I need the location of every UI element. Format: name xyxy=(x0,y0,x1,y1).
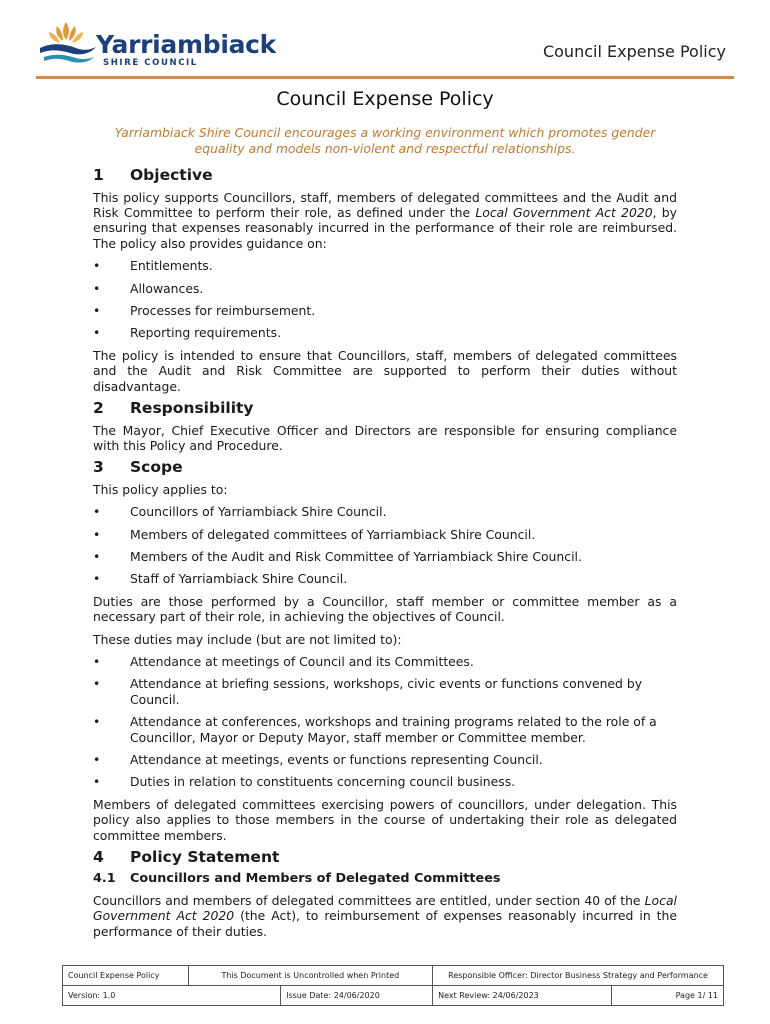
paragraph xyxy=(93,190,677,252)
list-item: • Attendance at meetings of Council and its Committees. xyxy=(93,654,677,669)
section-heading-objective xyxy=(93,168,677,183)
section-title: Scope xyxy=(130,458,183,477)
list-item: • Staff of Yarriambiack Shire Council. xyxy=(93,571,677,586)
paragraph: This policy applies to: xyxy=(93,481,228,497)
act-reference: Local Government Act 2020 xyxy=(93,892,677,924)
section-heading-scope xyxy=(93,460,677,475)
list-item: • Attendance at meetings, events or functions representing Council. xyxy=(93,752,677,767)
footer-version: Version: 1.0 xyxy=(63,986,281,1006)
section-number: 4 xyxy=(93,848,104,867)
footer-table xyxy=(62,965,724,1006)
section-number: 1 xyxy=(93,166,104,185)
header-divider xyxy=(36,76,734,79)
page-header xyxy=(0,0,770,82)
text-run: (the Act), to reimbursement of expenses reasonably incurred in the performance of their duties. xyxy=(93,908,677,939)
bullet-list xyxy=(93,504,677,587)
paragraph xyxy=(93,893,677,939)
list-item: • Entitlements. xyxy=(93,258,677,273)
section-title: Objective xyxy=(130,166,213,185)
footer-next-review: Next Review: 24/06/2023 xyxy=(433,986,611,1006)
subsection-heading xyxy=(93,871,677,886)
paragraph: The policy is intended to ensure that Councillors, staff, members of delegated committees and the Audit and Risk Committee are supported to perform their duties without disadvantage. xyxy=(93,347,677,394)
paragraph: Members of delegated committees exercising powers of councillors, under delegation. This policy also applies to those members in the course of undertaking their role as delegated committee members. xyxy=(93,796,677,843)
act-reference: Local Government Act 2020 xyxy=(475,205,653,221)
list-item: • Reporting requirements. xyxy=(93,325,677,340)
list-item: • Members of the Audit and Risk Committee of Yarriambiack Shire Council. xyxy=(93,549,677,564)
logo-wordmark: Yarriambiack xyxy=(96,30,277,59)
paragraph: Duties are those performed by a Councillor, staff member or committee member as a necessary part of their role, in achieving the objectives of Council. xyxy=(93,593,677,625)
page-footer xyxy=(62,965,724,1006)
footer-responsible-officer: Responsible Officer: Director Business Strategy and Performance xyxy=(433,966,724,986)
logo-subtitle: SHIRE COUNCIL xyxy=(103,58,198,68)
footer-uncontrolled-note: This Document is Uncontrolled when Printed xyxy=(188,966,433,986)
list-item: • Attendance at briefing sessions, workshops, civic events or functions convened by Council. xyxy=(93,676,677,707)
document-title: Council Expense Policy xyxy=(276,88,494,110)
text-run: , by ensuring that expenses reasonably incurred in the performance of their role are reimbursed. The policy also provides guidance on: xyxy=(93,205,678,251)
bullet-list xyxy=(93,654,677,790)
paragraph: These duties may include (but are not limited to): xyxy=(93,631,402,647)
list-item: • Attendance at conferences, workshops and training programs related to the role of a Councillor, Mayor or Deputy Mayor, staff member or Committee member. xyxy=(93,714,677,745)
section-number: 2 xyxy=(93,399,104,418)
header-title: Council Expense Policy xyxy=(542,42,726,61)
list-item: • Duties in relation to constituents concerning council business. xyxy=(93,774,677,789)
list-item: • Processes for reimbursement. xyxy=(93,303,677,318)
document-body xyxy=(93,90,677,946)
list-item: • Allowances. xyxy=(93,281,677,296)
footer-page-number: Page 1/ 11 xyxy=(611,986,723,1006)
section-title: Responsibility xyxy=(130,399,254,418)
council-logo xyxy=(36,20,296,72)
section-heading-policy-statement xyxy=(93,850,677,865)
subsection-number: 4.1 xyxy=(93,871,116,887)
section-number: 3 xyxy=(93,458,104,477)
bullet-list xyxy=(93,258,677,341)
section-title: Policy Statement xyxy=(130,848,280,867)
list-item: • Members of delegated committees of Yarriambiack Shire Council. xyxy=(93,527,677,542)
paragraph: The Mayor, Chief Executive Officer and Directors are responsible for ensuring compliance with this Policy and Procedure. xyxy=(93,422,677,453)
wheat-wave-logo-icon xyxy=(36,20,98,72)
intro-statement: Yarriambiack Shire Council encourages a working environment which promotes gender equality and models non-violent and respectful relationships. xyxy=(114,125,656,156)
footer-doc-name: Council Expense Policy xyxy=(63,966,189,986)
section-heading-responsibility xyxy=(93,401,677,416)
text-run: Councillors and members of delegated committees are entitled, under section 40 of the xyxy=(93,892,645,908)
text-run: This policy supports Councillors, staff, members of delegated committees and the Audit and Risk Committee to perform their role, as defined under the xyxy=(93,189,677,221)
footer-issue-date: Issue Date: 24/06/2020 xyxy=(281,986,433,1006)
list-item: • Councillors of Yarriambiack Shire Council. xyxy=(93,504,677,519)
subsection-title: Councillors and Members of Delegated Committees xyxy=(130,871,501,887)
